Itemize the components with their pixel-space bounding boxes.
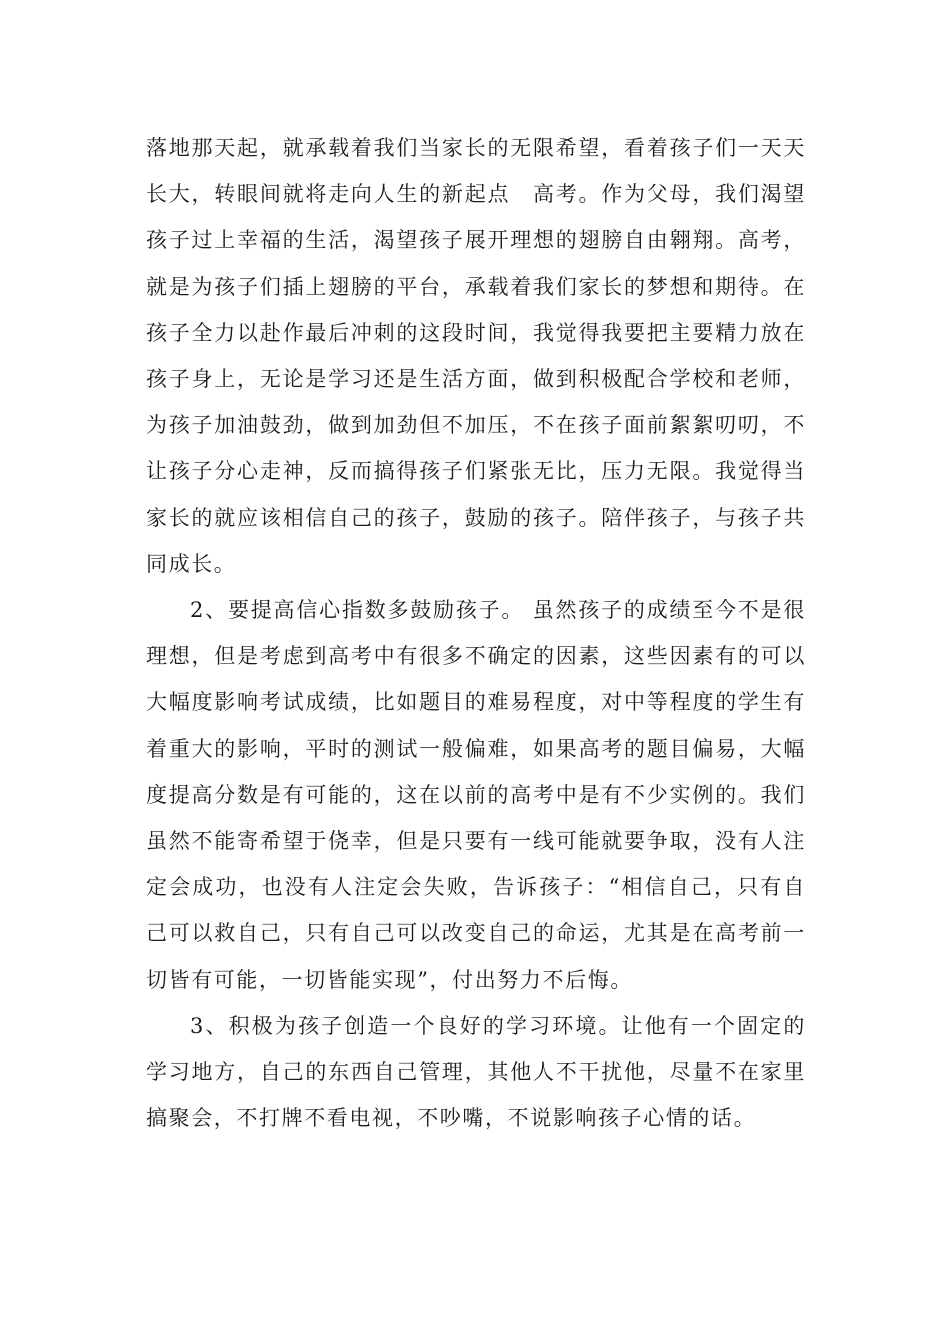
document-body [146, 125, 806, 1141]
paragraph-3: 3、积极为孩子创造一个良好的学习环境。让他有一个固定的学习地方，自己的东西自己管理，其他人不干扰他，尽量不在家里搞聚会，不打牌不看电视，不吵嘴，不说影响孩子心情的话。 [146, 1013, 806, 1131]
paragraph-2: 2、要提高信心指数多鼓励孩子。 虽然孩子的成绩至今不是很理想，但是考虑到高考中有很多不确定的因素，这些因素有的可以大幅度影响考试成绩，比如题目的难易程度，对中等程度的学生有着重大的影响，平时的测试一般偏难，如果高考的题目偏易，大幅度提高分数是有可能的，这在以前的高考中是有不少实例的。我们虽然不能寄希望于侥幸，但是只要有一线可能就要争取，没有人注定会成功，也没有人注定会失败，告诉孩子：“相信自己，只有自己可以救自己，只有自己可以改变自己的命运，尤其是在高考前一切皆有可能，一切皆能实现”，付出努力不后悔。 [146, 598, 806, 992]
paragraph-1: 落地那天起，就承载着我们当家长的无限希望，看着孩子们一天天长大，转眼间就将走向人生的新起点 高考。作为父母，我们渴望孩子过上幸福的生活，渴望孩子展开理想的翅膀自由翱翔。高考，就是为孩子们插上翅膀的平台，承载着我们家长的梦想和期待。在孩子全力以赴作最后冲刺的这段时间，我觉得我要把主要精力放在孩子身上，无论是学习还是生活方面，做到积极配合学校和老师，为孩子加油鼓劲，做到加劲但不加压，不在孩子面前絮絮叨叨，不让孩子分心走神，反而搞得孩子们紧张无比，压力无限。我觉得当家长的就应该相信自己的孩子，鼓励的孩子。陪伴孩子，与孩子共同成长。 [146, 136, 806, 576]
